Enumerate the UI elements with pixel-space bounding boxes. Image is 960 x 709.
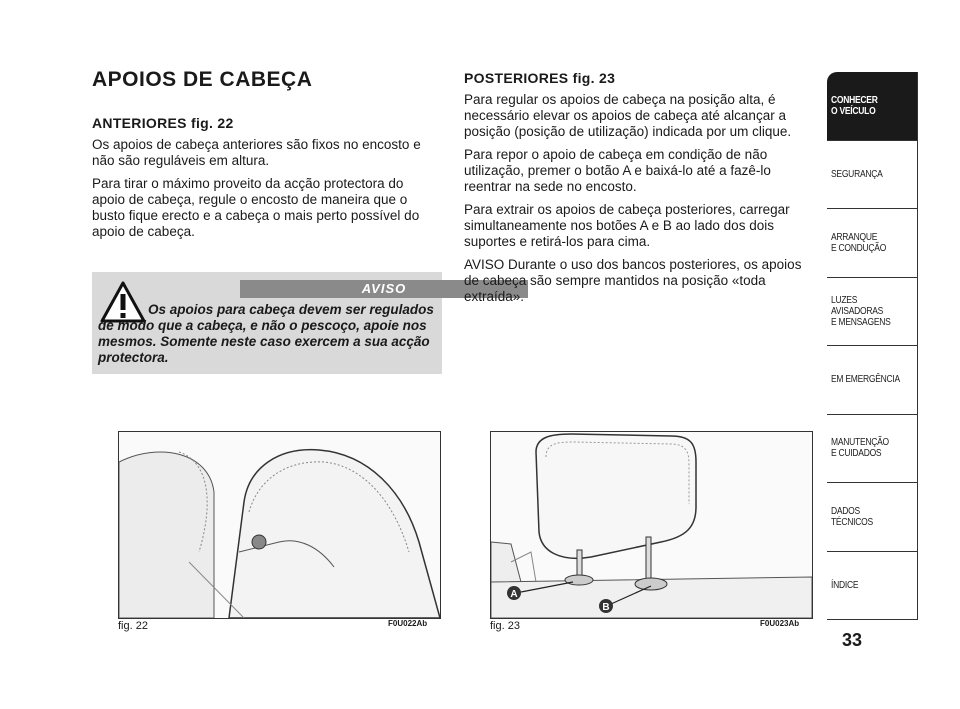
paragraph: Para regular os apoios de cabeça na posição alta, é necessário elevar os apoios de cabeça até alcançar a posição (posição de utilização) indicada por um clique. [464, 92, 792, 139]
warning-text: Os apoios para cabeça devem ser regulados de modo que a cabeça, e não o pescoço, apoie nos mesmos. Somente neste caso exercem a sua acção protectora. [98, 302, 434, 365]
callout-label-a: A [510, 589, 518, 600]
paragraph: Para extrair os apoios de cabeça posteriores, carregar simultaneamente nos botões A e B ao lado dos dois suportes e retirá-los para cima. [464, 202, 790, 249]
paragraph: Os apoios de cabeça anteriores são fixos no encosto e não são reguláveis em altura. [92, 137, 421, 168]
rear-headrests-section [464, 70, 814, 312]
tab-arranque-e-conducao[interactable]: ARRANQUE E CONDUÇÃO [827, 209, 918, 278]
warning-box [92, 272, 442, 374]
tab-luzes-avisadoras[interactable]: LUZES AVISADORAS E MENSAGENS [827, 278, 918, 347]
section-heading-front: ANTERIORES fig. 22 [92, 115, 234, 131]
figure-code: F0U023Ab [760, 619, 800, 628]
tab-conhecer-o-veiculo[interactable]: CONHECER O VEÍCULO [827, 72, 918, 141]
warning-label: AVISO [240, 280, 528, 298]
tab-dados-tecnicos[interactable]: DADOS TÉCNICOS [827, 483, 918, 552]
rear-headrest-illustration [491, 432, 812, 618]
paragraph: AVISO Durante o uso dos bancos posteriores, os apoios de cabeça são sempre mantidos na posição «toda extraída». [464, 257, 802, 304]
paragraph: Para tirar o máximo proveito da acção protectora do apoio de cabeça, regule o encosto de maneira que o busto fique erecto e a cabeça o mais perto possível do apoio de cabeça. [92, 176, 420, 239]
page-number: 33 [842, 630, 863, 650]
figure-code: F0U022Ab [388, 619, 428, 628]
callout-label-b: B [602, 602, 610, 613]
figure-front-headrest [118, 431, 441, 619]
tab-manutencao-e-cuidados[interactable]: MANUTENÇÃO E CUIDADOS [827, 415, 918, 484]
figure-caption: fig. 22 [118, 620, 148, 632]
tab-indice[interactable]: ÍNDICE [827, 552, 918, 621]
figure-rear-headrest [490, 431, 813, 619]
chapter-index-sidebar [827, 72, 918, 620]
front-headrest-illustration [119, 432, 440, 618]
tab-seguranca[interactable]: SEGURANÇA [827, 141, 918, 210]
page-title: APOIOS DE CABEÇA [92, 68, 313, 91]
paragraph: Para repor o apoio de cabeça em condição de não utilização, premer o botão A e baixá-lo até a fazê-lo reentrar na sede no encosto. [464, 147, 771, 194]
figure-caption: fig. 23 [490, 620, 520, 632]
tab-em-emergencia[interactable]: EM EMERGÊNCIA [827, 346, 918, 415]
section-heading-rear: POSTERIORES fig. 23 [464, 70, 616, 86]
front-headrests-section [92, 115, 437, 247]
